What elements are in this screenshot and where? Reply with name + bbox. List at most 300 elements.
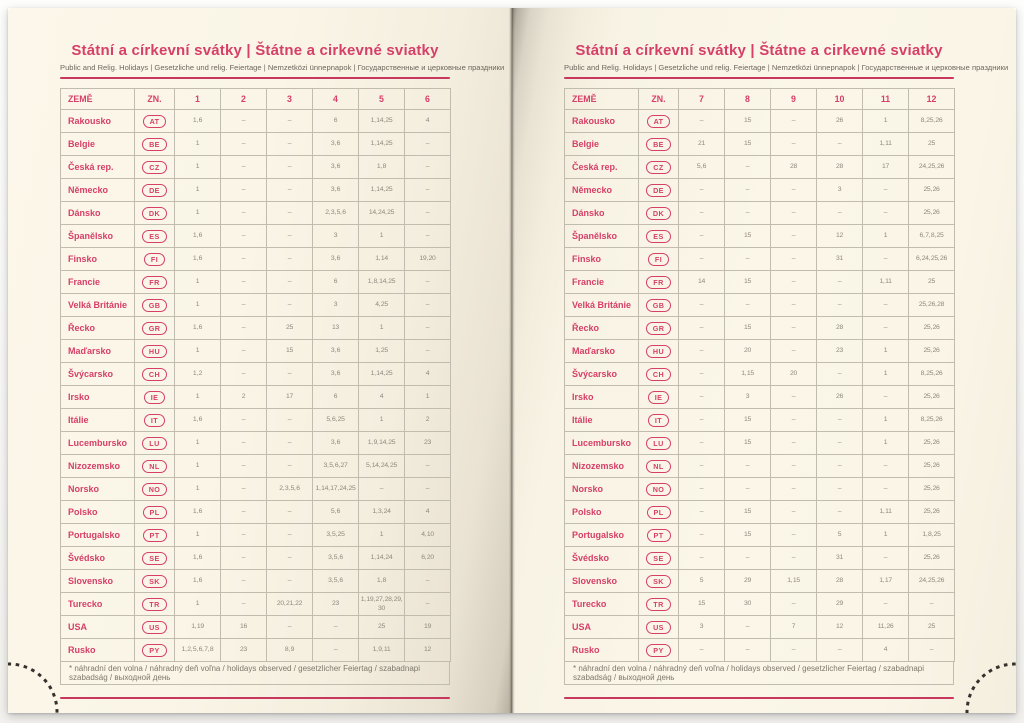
month-cell: – [221, 202, 267, 225]
country-cell: Irsko [61, 386, 135, 409]
column-header: 7 [679, 89, 725, 110]
month-cell: 1 [175, 271, 221, 294]
code-cell [639, 386, 679, 409]
month-cell: 1, 8, 25 [909, 524, 955, 547]
country-cell: Norsko [565, 478, 639, 501]
country-cell: Švýcarsko [565, 363, 639, 386]
month-cell: 21 [679, 133, 725, 156]
country-code-badge: CZ [646, 161, 670, 174]
month-cell: – [267, 616, 313, 639]
country-cell: Německo [61, 179, 135, 202]
month-cell: – [405, 478, 451, 501]
country-code-badge: GR [142, 322, 168, 335]
country-cell: Polsko [565, 501, 639, 524]
table-row [565, 547, 955, 570]
month-cell: 6, 20 [405, 547, 451, 570]
table-row [61, 294, 451, 317]
table-row [61, 639, 451, 662]
month-cell: 1, 14, 25 [359, 110, 405, 133]
country-code-badge: SE [646, 552, 670, 565]
month-cell: 1, 11 [863, 133, 909, 156]
country-code-badge: GB [142, 299, 168, 312]
country-code-badge: US [646, 621, 671, 634]
month-cell: 1, 6 [175, 570, 221, 593]
country-cell: Lucembursko [61, 432, 135, 455]
month-cell: – [267, 409, 313, 432]
month-cell: – [221, 524, 267, 547]
month-cell: 31 [817, 547, 863, 570]
month-cell: 1 [405, 386, 451, 409]
month-cell: 25 [909, 616, 955, 639]
month-cell: – [221, 248, 267, 271]
table-header-row [61, 89, 451, 110]
country-code-badge: DK [646, 207, 671, 220]
month-cell: – [863, 317, 909, 340]
code-cell [639, 570, 679, 593]
country-cell: Slovensko [61, 570, 135, 593]
month-cell: – [679, 248, 725, 271]
country-cell: Nizozemsko [61, 455, 135, 478]
month-cell: – [221, 547, 267, 570]
country-cell: Švédsko [61, 547, 135, 570]
table-row [565, 478, 955, 501]
country-code-badge: CH [142, 368, 167, 381]
month-cell: – [725, 639, 771, 662]
month-cell: 25 [909, 271, 955, 294]
month-cell: 5 [679, 570, 725, 593]
country-code-badge: US [142, 621, 167, 634]
month-cell: – [405, 294, 451, 317]
country-code-badge: BE [142, 138, 167, 151]
table-row [61, 317, 451, 340]
month-cell: – [909, 593, 955, 616]
code-cell [639, 501, 679, 524]
month-cell: 15 [267, 340, 313, 363]
month-cell: 3 [313, 225, 359, 248]
month-cell: 8, 25, 26 [909, 409, 955, 432]
country-cell: Portugalsko [61, 524, 135, 547]
month-cell: 15 [725, 501, 771, 524]
country-cell: Španělsko [565, 225, 639, 248]
month-cell: 20 [771, 363, 817, 386]
month-cell: – [817, 409, 863, 432]
country-cell: Velká Británie [61, 294, 135, 317]
month-cell: – [771, 202, 817, 225]
month-cell: 1 [175, 593, 221, 616]
month-cell: – [221, 340, 267, 363]
month-cell: 12 [817, 616, 863, 639]
bottom-rule [564, 697, 954, 699]
code-cell [135, 363, 175, 386]
code-cell [135, 271, 175, 294]
month-cell: 1, 6 [175, 225, 221, 248]
month-cell: 12 [817, 225, 863, 248]
country-cell: Rakousko [565, 110, 639, 133]
column-header: 12 [909, 89, 955, 110]
left-page-content [60, 42, 505, 699]
country-cell: Dánsko [61, 202, 135, 225]
bottom-rule [60, 697, 450, 699]
country-code-badge: HU [646, 345, 671, 358]
country-code-badge: DE [142, 184, 167, 197]
month-cell: – [679, 409, 725, 432]
country-cell: Slovensko [565, 570, 639, 593]
month-cell: – [679, 294, 725, 317]
month-cell: 3, 6 [313, 156, 359, 179]
month-cell: 1, 11 [863, 271, 909, 294]
country-cell: Rakousko [61, 110, 135, 133]
code-cell [135, 455, 175, 478]
table-row [565, 363, 955, 386]
month-cell: – [221, 593, 267, 616]
country-cell: Švýcarsko [61, 363, 135, 386]
month-cell: 25, 26 [909, 547, 955, 570]
country-cell: Norsko [61, 478, 135, 501]
column-header: ZN. [639, 89, 679, 110]
country-code-badge: TR [646, 598, 670, 611]
table-row [61, 248, 451, 271]
code-cell [639, 547, 679, 570]
country-code-badge: DK [142, 207, 167, 220]
table-row [61, 524, 451, 547]
month-cell: 26 [817, 110, 863, 133]
month-cell: 17 [863, 156, 909, 179]
month-cell: 11, 26 [863, 616, 909, 639]
month-cell: – [267, 248, 313, 271]
code-cell [639, 639, 679, 662]
month-cell: – [267, 271, 313, 294]
month-cell: 24, 25, 26 [909, 570, 955, 593]
month-cell: 1, 9, 14, 25 [359, 432, 405, 455]
book-spine [509, 8, 515, 713]
country-code-badge: IE [648, 391, 670, 404]
right-page [512, 8, 1016, 713]
page-title: Státní a církevní svátky | Štátne a cirkevné sviatky [575, 42, 943, 59]
table-row [61, 363, 451, 386]
month-cell: 3, 5, 25 [313, 524, 359, 547]
country-code-badge: GR [646, 322, 672, 335]
month-cell: – [863, 179, 909, 202]
month-cell: – [679, 524, 725, 547]
column-header: ZN. [135, 89, 175, 110]
table-row [565, 179, 955, 202]
code-cell [639, 248, 679, 271]
month-cell: 3, 6 [313, 179, 359, 202]
month-cell: 20, 21, 22 [267, 593, 313, 616]
month-cell: – [679, 455, 725, 478]
footnote-box: * náhradní den volna / náhradný deň voľna / holidays observed / gesetzlicher Feiertag / szabadnapi szabadság / выходной день [564, 662, 954, 685]
country-code-badge: HU [142, 345, 167, 358]
table-row [565, 340, 955, 363]
month-cell: 3, 6 [313, 340, 359, 363]
month-cell: 25 [267, 317, 313, 340]
code-cell [135, 616, 175, 639]
month-cell: – [679, 225, 725, 248]
month-cell: – [405, 271, 451, 294]
month-cell: – [405, 133, 451, 156]
month-cell: 3, 6 [313, 248, 359, 271]
month-cell: 19 [405, 616, 451, 639]
month-cell: 13 [313, 317, 359, 340]
table-row [61, 110, 451, 133]
month-cell: 5 [817, 524, 863, 547]
country-cell: Lucembursko [565, 432, 639, 455]
month-cell: 1, 9, 11 [359, 639, 405, 662]
country-code-badge: IE [144, 391, 166, 404]
column-header: 5 [359, 89, 405, 110]
country-cell: Česká rep. [61, 156, 135, 179]
corner-perforation-dots [954, 651, 1016, 713]
month-cell: – [405, 179, 451, 202]
month-cell: 1, 2 [175, 363, 221, 386]
month-cell: – [267, 547, 313, 570]
country-cell: Irsko [565, 386, 639, 409]
table-row [61, 432, 451, 455]
column-header: 2 [221, 89, 267, 110]
country-code-badge: PL [647, 506, 671, 519]
country-code-badge: FI [144, 253, 165, 266]
month-cell: 1 [359, 409, 405, 432]
month-cell: 15 [725, 409, 771, 432]
month-cell: 28 [817, 570, 863, 593]
month-cell: 6, 7, 8, 25 [909, 225, 955, 248]
month-cell: 5, 14, 24, 25 [359, 455, 405, 478]
month-cell: 25 [909, 133, 955, 156]
month-cell: – [405, 593, 451, 616]
country-code-badge: FI [648, 253, 669, 266]
code-cell [639, 133, 679, 156]
code-cell [135, 202, 175, 225]
country-code-badge: CZ [142, 161, 166, 174]
month-cell: – [725, 156, 771, 179]
country-cell: USA [565, 616, 639, 639]
month-cell: 6 [313, 110, 359, 133]
country-code-badge: TR [142, 598, 166, 611]
month-cell: 23 [817, 340, 863, 363]
month-cell: – [771, 639, 817, 662]
code-cell [639, 524, 679, 547]
month-cell: – [405, 570, 451, 593]
month-cell: 24, 25, 26 [909, 156, 955, 179]
month-cell: – [771, 593, 817, 616]
country-cell: Řecko [61, 317, 135, 340]
month-cell: – [725, 547, 771, 570]
code-cell [135, 156, 175, 179]
month-cell: 2 [221, 386, 267, 409]
country-code-badge: PY [142, 644, 166, 657]
month-cell: 1, 14, 17, 24, 25 [313, 478, 359, 501]
code-cell [135, 386, 175, 409]
country-code-badge: LU [142, 437, 166, 450]
month-cell: 29 [817, 593, 863, 616]
column-header: 6 [405, 89, 451, 110]
table-row [565, 133, 955, 156]
month-cell: 28 [817, 317, 863, 340]
month-cell: 6 [313, 386, 359, 409]
holidays-table-months-1-6 [60, 88, 451, 662]
table-row [565, 570, 955, 593]
month-cell: 5, 6, 25 [313, 409, 359, 432]
month-cell: – [405, 225, 451, 248]
month-cell: 1, 3, 24 [359, 501, 405, 524]
table-row [61, 570, 451, 593]
country-cell: Itálie [565, 409, 639, 432]
table-row [61, 386, 451, 409]
country-code-badge: SK [646, 575, 671, 588]
month-cell: – [863, 248, 909, 271]
month-cell: 1 [175, 133, 221, 156]
month-cell: 4, 25 [359, 294, 405, 317]
month-cell: – [221, 317, 267, 340]
country-cell: Turecko [61, 593, 135, 616]
month-cell: 1 [863, 363, 909, 386]
month-cell: 1 [175, 478, 221, 501]
country-code-badge: NL [142, 460, 166, 473]
table-row [565, 271, 955, 294]
month-cell: 3 [313, 294, 359, 317]
month-cell: 1, 6 [175, 110, 221, 133]
month-cell: 5, 6 [313, 501, 359, 524]
month-cell: 3, 5, 6 [313, 547, 359, 570]
month-cell: 1 [359, 317, 405, 340]
table-row [61, 478, 451, 501]
code-cell [639, 294, 679, 317]
code-cell [135, 133, 175, 156]
code-cell [639, 340, 679, 363]
month-cell: – [817, 202, 863, 225]
month-cell: – [267, 133, 313, 156]
country-cell: USA [61, 616, 135, 639]
country-code-badge: NO [646, 483, 672, 496]
column-header: 8 [725, 89, 771, 110]
country-cell: Česká rep. [565, 156, 639, 179]
month-cell: 3, 5, 6, 27 [313, 455, 359, 478]
month-cell: – [771, 478, 817, 501]
month-cell: 1, 6 [175, 501, 221, 524]
column-header: 3 [267, 89, 313, 110]
month-cell: – [221, 179, 267, 202]
month-cell: 1 [863, 409, 909, 432]
code-cell [639, 110, 679, 133]
month-cell: 26 [817, 386, 863, 409]
month-cell: 1 [175, 386, 221, 409]
month-cell: – [221, 432, 267, 455]
code-cell [135, 248, 175, 271]
month-cell: – [267, 110, 313, 133]
month-cell: 25, 26 [909, 340, 955, 363]
month-cell: 1, 8, 14, 25 [359, 271, 405, 294]
country-code-badge: GB [646, 299, 672, 312]
page-subtitle: Public and Relig. Holidays | Gesetzliche und relig. Feiertage | Nemzetközi ünnepnapok | Государственные и церковные праздники [60, 63, 505, 72]
month-cell: – [863, 593, 909, 616]
month-cell: – [909, 639, 955, 662]
month-cell: 20 [725, 340, 771, 363]
country-cell: Řecko [565, 317, 639, 340]
country-cell: Finsko [565, 248, 639, 271]
table-row [61, 501, 451, 524]
month-cell: – [863, 547, 909, 570]
country-code-badge: SK [142, 575, 167, 588]
code-cell [135, 225, 175, 248]
code-cell [639, 593, 679, 616]
month-cell: – [679, 179, 725, 202]
holidays-table-months-7-12 [564, 88, 955, 662]
table-row [61, 409, 451, 432]
code-cell [639, 478, 679, 501]
month-cell: – [771, 432, 817, 455]
table-row [565, 616, 955, 639]
month-cell: – [771, 386, 817, 409]
month-cell: 2 [405, 409, 451, 432]
month-cell: – [863, 202, 909, 225]
country-cell: Belgie [61, 133, 135, 156]
month-cell: – [679, 639, 725, 662]
table-header-row [565, 89, 955, 110]
code-cell [639, 409, 679, 432]
country-code-badge: SE [142, 552, 166, 565]
month-cell: – [863, 478, 909, 501]
country-code-badge: DE [646, 184, 671, 197]
country-cell: Francie [61, 271, 135, 294]
month-cell: 23 [221, 639, 267, 662]
month-cell: 25, 26 [909, 432, 955, 455]
country-cell: Maďarsko [61, 340, 135, 363]
code-cell [135, 340, 175, 363]
country-cell: Dánsko [565, 202, 639, 225]
country-cell: Francie [565, 271, 639, 294]
column-header: 10 [817, 89, 863, 110]
month-cell: – [267, 225, 313, 248]
country-code-badge: AT [647, 115, 671, 128]
table-row [61, 455, 451, 478]
month-cell: 7 [771, 616, 817, 639]
month-cell: – [863, 455, 909, 478]
month-cell: – [679, 432, 725, 455]
month-cell: – [771, 524, 817, 547]
code-cell [639, 455, 679, 478]
table-row [565, 248, 955, 271]
country-cell: Nizozemsko [565, 455, 639, 478]
month-cell: – [679, 386, 725, 409]
left-page [8, 8, 512, 713]
month-cell: 1, 14, 25 [359, 363, 405, 386]
month-cell: – [771, 294, 817, 317]
month-cell: 1 [863, 432, 909, 455]
month-cell: 1, 11 [863, 501, 909, 524]
country-code-badge: NL [646, 460, 670, 473]
month-cell: – [771, 179, 817, 202]
month-cell: 1, 17 [863, 570, 909, 593]
code-cell [135, 317, 175, 340]
country-cell: Španělsko [61, 225, 135, 248]
code-cell [639, 271, 679, 294]
table-row [61, 133, 451, 156]
table-row [565, 409, 955, 432]
month-cell: 4 [359, 386, 405, 409]
code-cell [135, 593, 175, 616]
column-header: 1 [175, 89, 221, 110]
month-cell: – [221, 133, 267, 156]
country-cell: Portugalsko [565, 524, 639, 547]
month-cell: 1, 19, 27, 28, 29, 30 [359, 593, 405, 616]
month-cell: 1 [863, 340, 909, 363]
month-cell: 28 [817, 156, 863, 179]
month-cell: – [863, 386, 909, 409]
month-cell: 8, 9 [267, 639, 313, 662]
month-cell: 1, 6 [175, 317, 221, 340]
month-cell: – [267, 570, 313, 593]
code-cell [639, 202, 679, 225]
